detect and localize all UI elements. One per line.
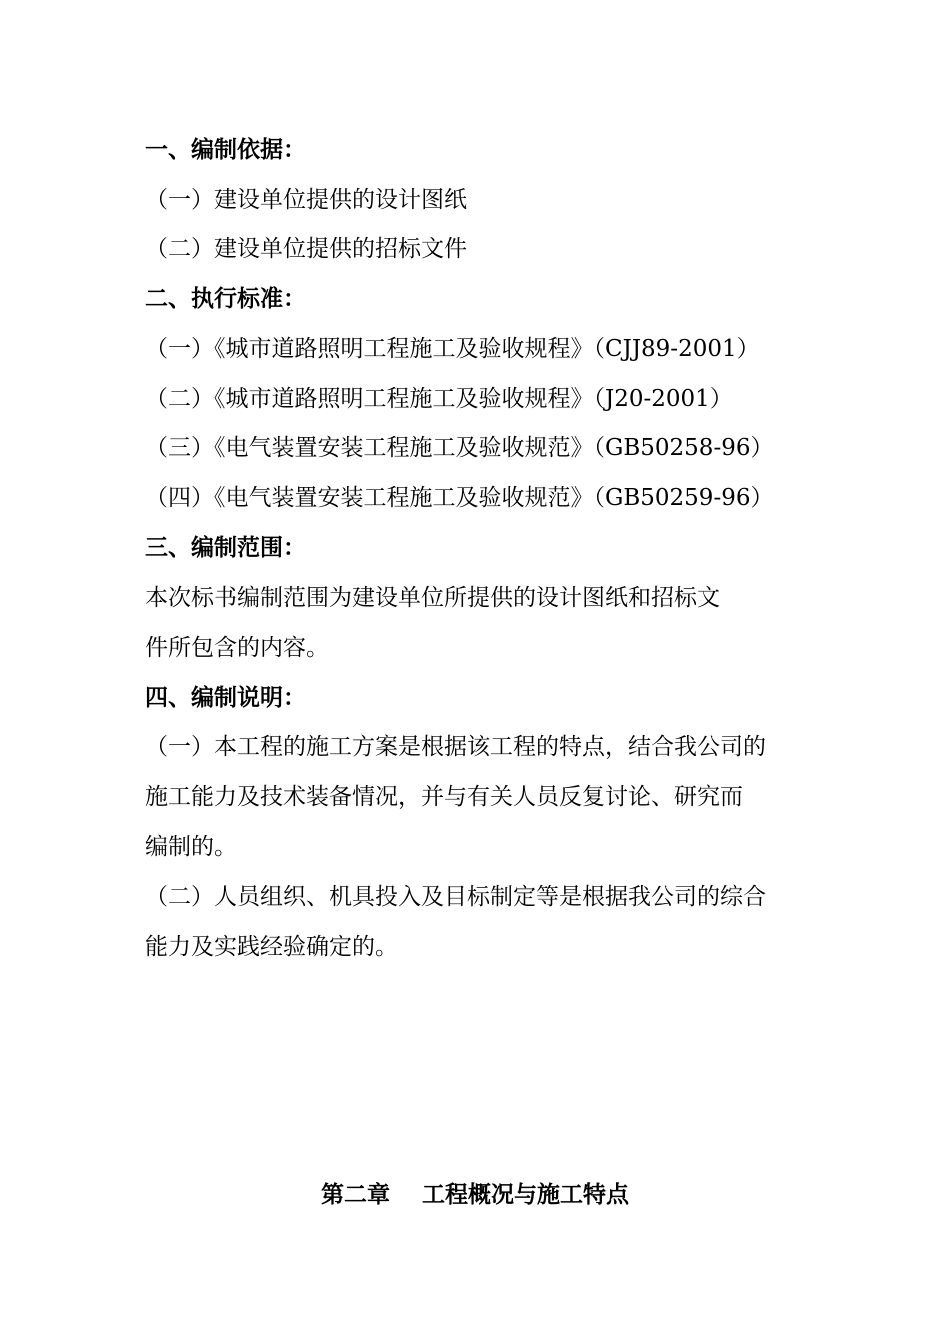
standard-item-3: （三）《电气装置安装工程施工及验收规范》（GB50258-96） xyxy=(145,435,774,461)
notes-line-5: 能力及实践经验确定的。 xyxy=(145,934,398,960)
notes-line-2: 施工能力及技术装备情况，并与有关人员反复讨论、研究而 xyxy=(145,784,743,810)
notes-line-3: 编制的。 xyxy=(145,834,237,860)
standard-item-4: （四）《电气装置安装工程施工及验收规范》（GB50259-96） xyxy=(145,485,774,511)
standard-item-2: （二）《城市道路照明工程施工及验收规程》（J20-2001） xyxy=(145,386,733,412)
basis-item-1: （一）建设单位提供的设计图纸 xyxy=(145,187,467,213)
section-3-heading: 三、编制范围： xyxy=(145,534,306,561)
scope-line-1: 本次标书编制范围为建设单位所提供的设计图纸和招标文 xyxy=(145,585,720,611)
chapter-title: 第二章 工程概况与施工特点 xyxy=(320,1181,630,1208)
section-4-heading: 四、编制说明： xyxy=(145,684,306,711)
notes-line-4: （二）人员组织、机具投入及目标制定等是根据我公司的综合 xyxy=(145,884,766,910)
basis-item-2: （二）建设单位提供的招标文件 xyxy=(145,236,467,262)
section-2-heading: 二、执行标准： xyxy=(145,285,306,312)
standard-item-1: （一）《城市道路照明工程施工及验收规程》（CJJ89-2001） xyxy=(145,336,760,362)
notes-line-1: （一）本工程的施工方案是根据该工程的特点，结合我公司的 xyxy=(145,734,766,760)
scope-line-2: 件所包含的内容。 xyxy=(145,635,329,661)
section-1-heading: 一、编制依据： xyxy=(145,136,306,163)
